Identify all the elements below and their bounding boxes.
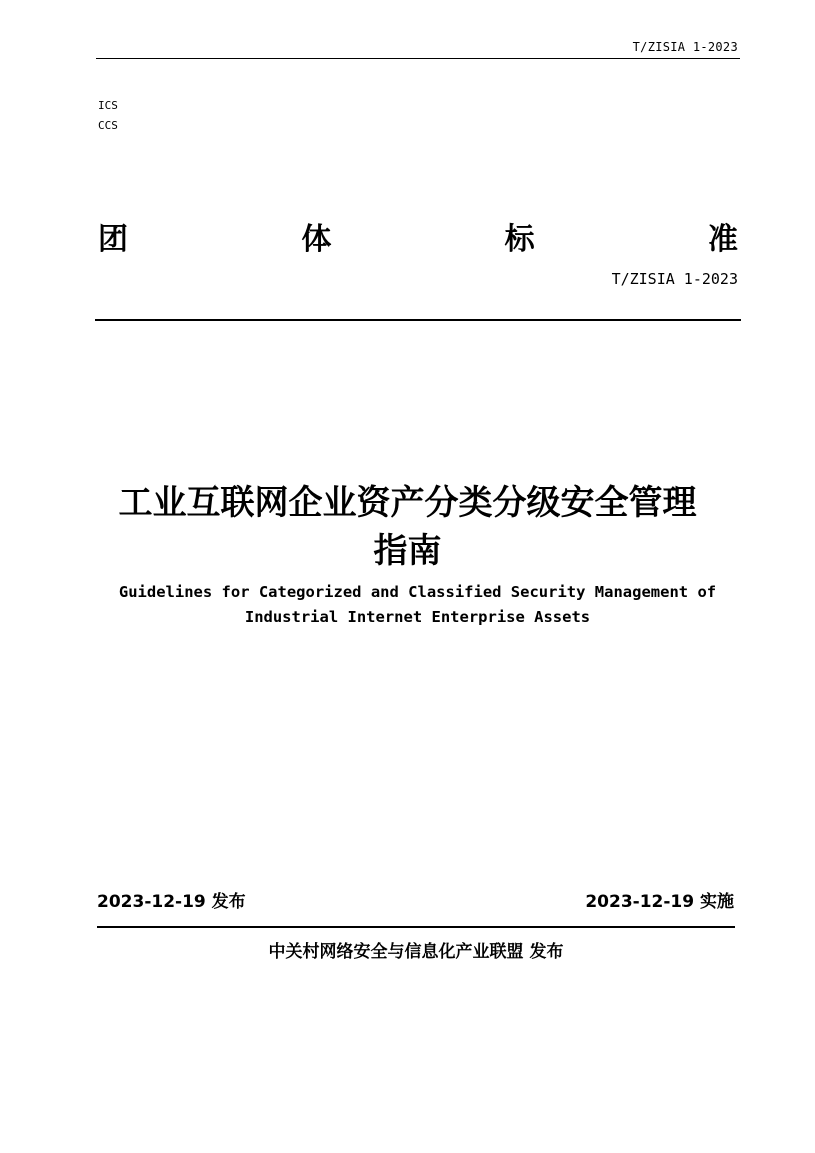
ics-label: ICS: [98, 99, 118, 112]
footer-divider: [97, 926, 735, 928]
standard-type-heading: [98, 220, 738, 260]
title-english-line-2: Industrial Internet Enterprise Assets: [244, 608, 591, 626]
publisher: 中关村网络安全与信息化产业联盟 发布: [268, 942, 564, 962]
implementation-date: 2023-12-19 实施: [585, 892, 734, 912]
standard-type-char: 准: [707, 222, 738, 257]
standard-type-char: 团: [98, 222, 128, 257]
header-standard-code: T/ZISIA 1-2023: [632, 40, 738, 54]
title-english: [60, 580, 775, 630]
title-chinese-line-2: 指南: [373, 531, 442, 571]
title-chinese-line-1: 工业互联网企业资产分类分级安全管理: [118, 483, 697, 523]
standard-type-char: 标: [504, 222, 535, 257]
standard-number: T/ZISIA 1-2023: [611, 270, 738, 288]
header-divider: [96, 58, 740, 59]
standard-type-char: 体: [301, 222, 332, 257]
title-english-line-1: Guidelines for Categorized and Classified Security Management of: [118, 583, 717, 601]
title-divider: [95, 319, 741, 321]
ccs-label: CCS: [98, 119, 118, 132]
publish-date: 2023-12-19 发布: [97, 892, 246, 912]
